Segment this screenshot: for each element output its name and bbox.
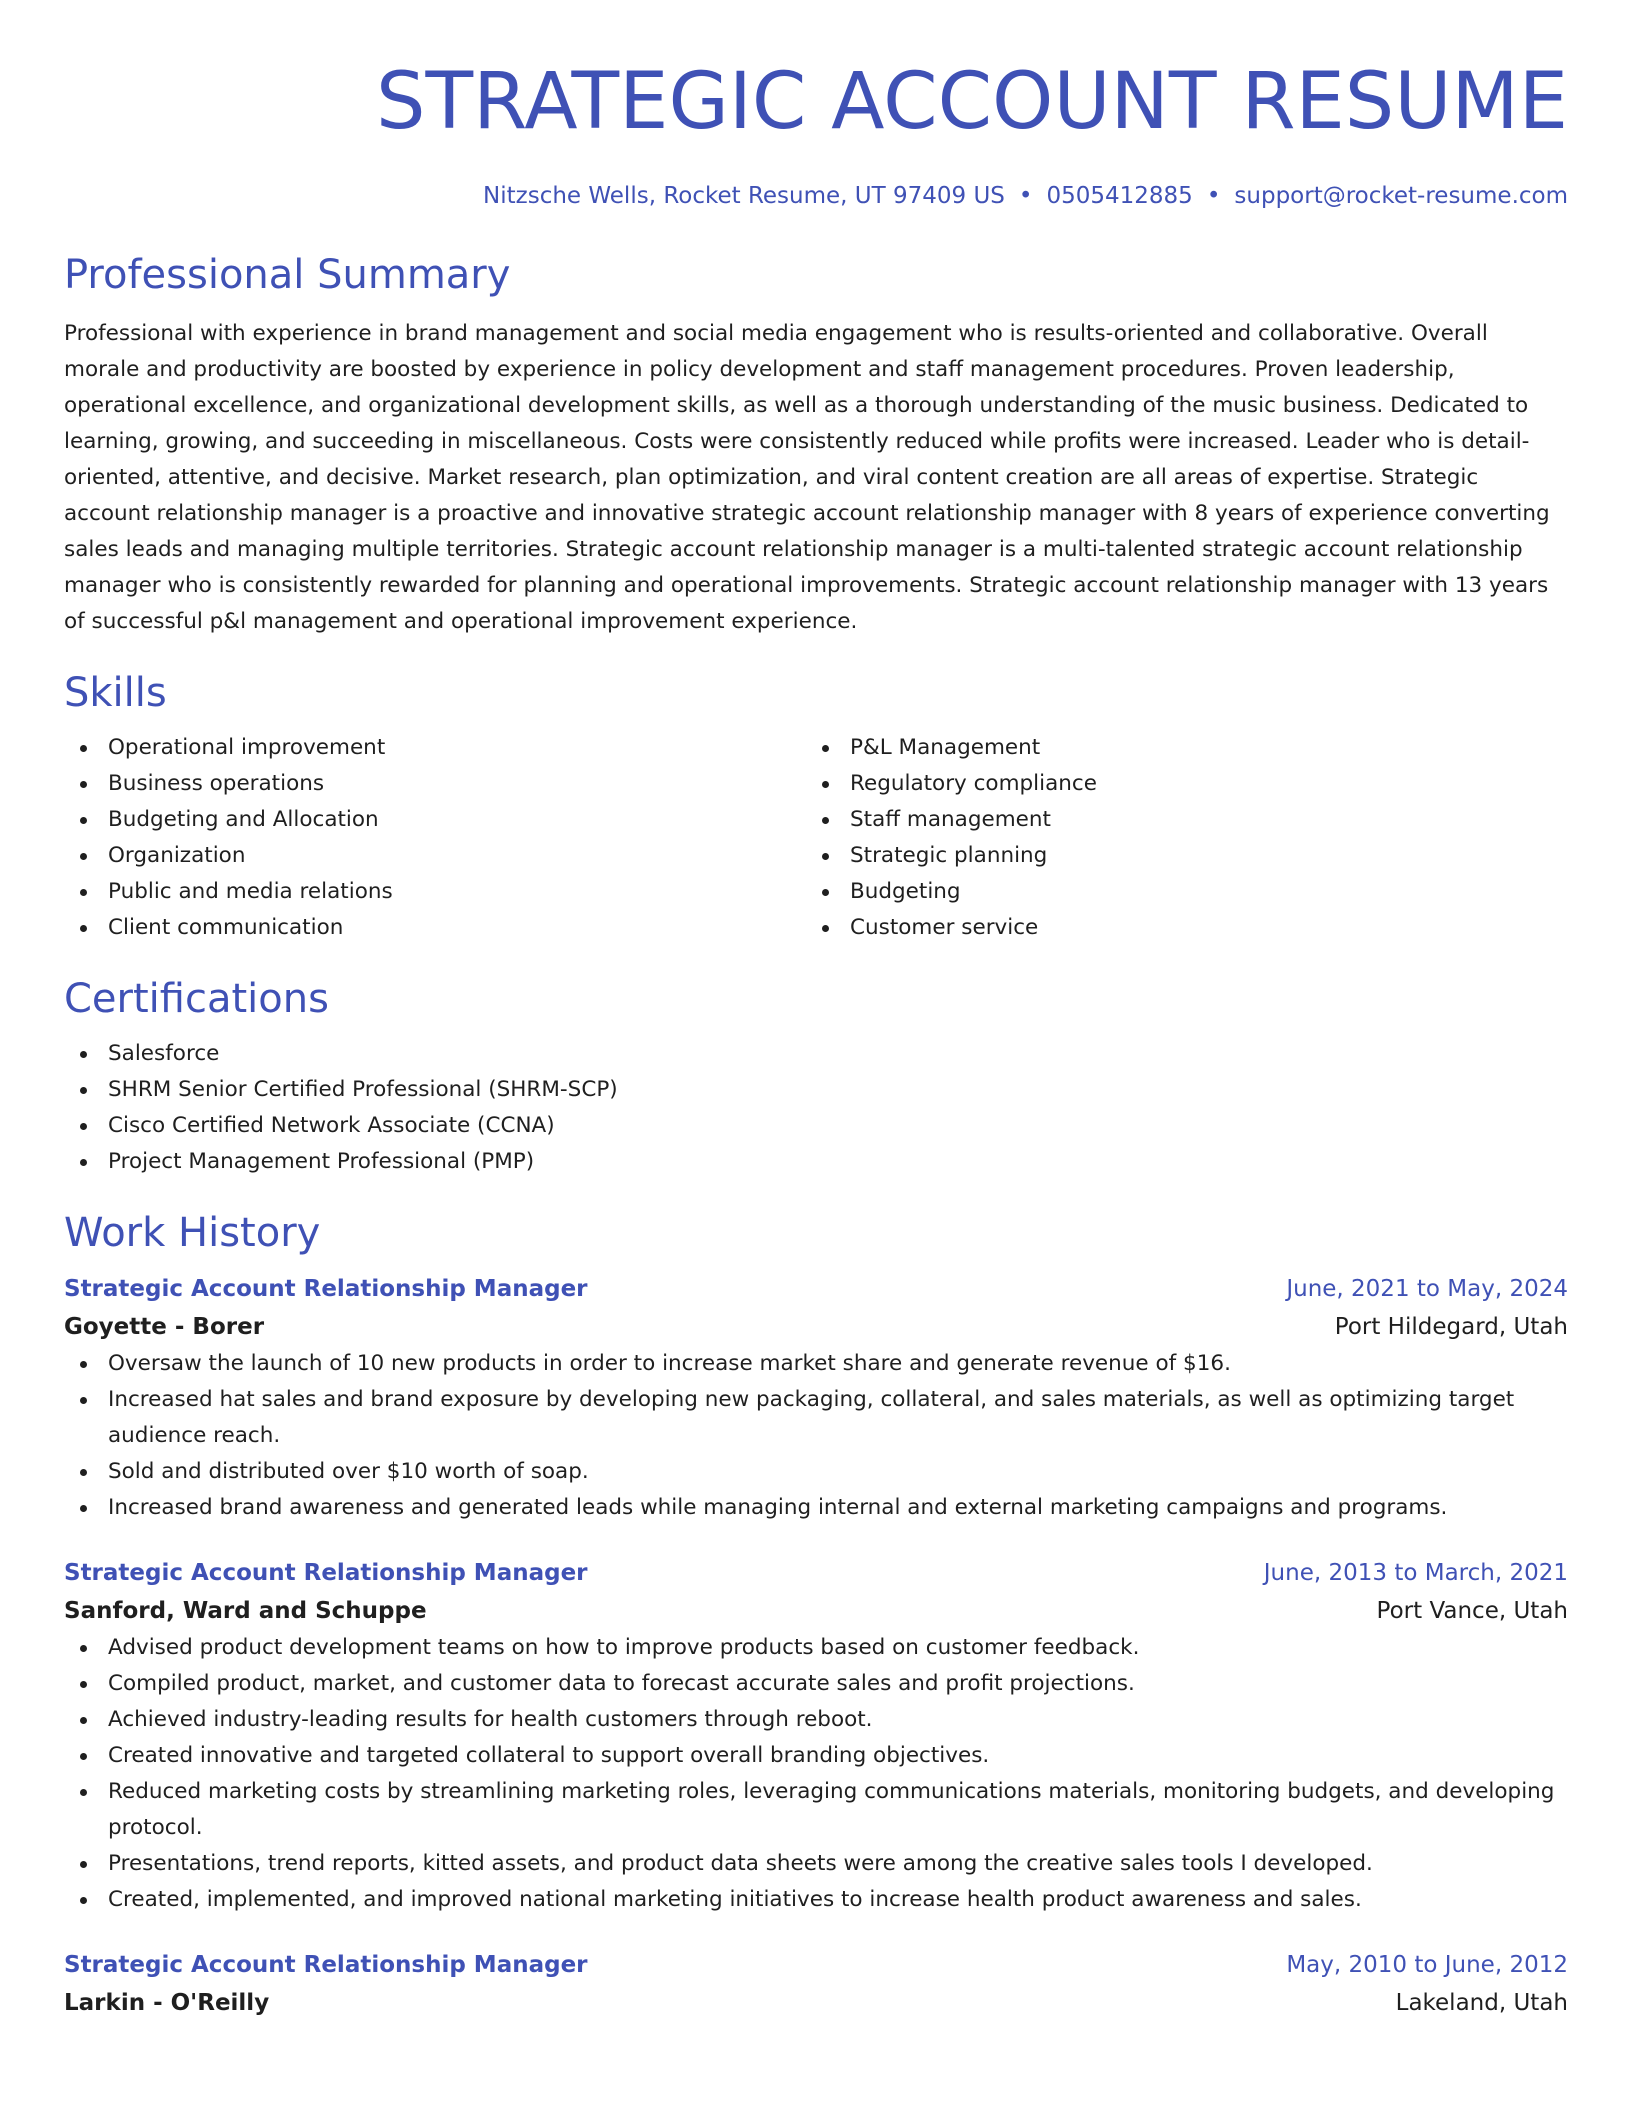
- job-bullet: Reduced marketing costs by streamlining marketing roles, leveraging communications materials, monitoring budgets, and developing protocol.: [64, 1774, 1568, 1846]
- job-location: Port Vance, Utah: [1376, 1598, 1568, 1624]
- certifications-list: [64, 1036, 1568, 1180]
- job-header-row: [64, 1946, 1568, 1984]
- job-bullets: [64, 1346, 1568, 1526]
- job-location: Lakeland, Utah: [1395, 1990, 1568, 2016]
- job-bullet: Increased hat sales and brand exposure by developing new packaging, collateral, and sales materials, as well as optimizing target audience reach.: [64, 1382, 1568, 1454]
- contact-address: Nitzsche Wells, Rocket Resume, UT 97409 US: [483, 183, 1005, 209]
- job-bullet: Created, implemented, and improved national marketing initiatives to increase health product awareness and sales.: [64, 1882, 1568, 1918]
- contact-separator: •: [1018, 183, 1033, 209]
- work-history-heading: Work History: [64, 1210, 321, 1256]
- skill-item: Customer service: [806, 910, 1548, 946]
- job-dates: June, 2013 to March, 2021: [1263, 1560, 1568, 1586]
- skill-item: Regulatory compliance: [806, 766, 1548, 802]
- skill-item: Budgeting: [806, 874, 1548, 910]
- job-entry: [64, 1946, 1568, 2022]
- contact-email[interactable]: support@rocket-resume.com: [1234, 183, 1568, 209]
- job-dates: June, 2021 to May, 2024: [1286, 1276, 1568, 1302]
- job-title: Strategic Account Relationship Manager: [64, 1276, 588, 1302]
- job-header-row: [64, 1554, 1568, 1592]
- job-company-row: [64, 1984, 1568, 2022]
- skill-item: Operational improvement: [64, 730, 806, 766]
- work-history-section: [64, 1206, 1568, 2022]
- job-entry: [64, 1554, 1568, 1918]
- job-bullet: Created innovative and targeted collateral to support overall branding objectives.: [64, 1738, 1568, 1774]
- skills-heading: Skills: [64, 670, 167, 716]
- job-company: Larkin - O'Reilly: [64, 1990, 270, 2016]
- resume-title: STRATEGIC ACCOUNT RESUME: [376, 57, 1568, 147]
- job-company: Sanford, Ward and Schuppe: [64, 1598, 427, 1624]
- job-title: Strategic Account Relationship Manager: [64, 1560, 588, 1586]
- skills-section: [64, 666, 1568, 946]
- skill-item: P&L Management: [806, 730, 1548, 766]
- skills-list-left: [64, 730, 806, 946]
- skill-item: Budgeting and Allocation: [64, 802, 806, 838]
- certification-item: SHRM Senior Certified Professional (SHRM-SCP): [64, 1072, 1568, 1108]
- summary-section: [64, 248, 1568, 640]
- job-bullet: Oversaw the launch of 10 new products in order to increase market share and generate revenue of $16.: [64, 1346, 1568, 1382]
- summary-heading: Professional Summary: [64, 252, 511, 298]
- job-dates: May, 2010 to June, 2012: [1286, 1952, 1568, 1978]
- contact-separator: •: [1206, 183, 1221, 209]
- job-entry: [64, 1270, 1568, 1526]
- job-company-row: [64, 1308, 1568, 1346]
- job-bullet: Sold and distributed over $10 worth of soap.: [64, 1454, 1568, 1490]
- contact-line: [64, 180, 1568, 212]
- skill-item: Business operations: [64, 766, 806, 802]
- job-location: Port Hildegard, Utah: [1334, 1314, 1568, 1340]
- skill-item: Client communication: [64, 910, 806, 946]
- job-company-row: [64, 1592, 1568, 1630]
- skill-item: Public and media relations: [64, 874, 806, 910]
- skills-grid: [64, 730, 1568, 946]
- job-company: Goyette - Borer: [64, 1314, 265, 1340]
- job-title: Strategic Account Relationship Manager: [64, 1952, 588, 1978]
- skill-item: Strategic planning: [806, 838, 1548, 874]
- certifications-heading: Certifications: [64, 976, 329, 1022]
- skill-item: Organization: [64, 838, 806, 874]
- job-bullet: Achieved industry-leading results for health customers through reboot.: [64, 1702, 1568, 1738]
- job-bullet: Increased brand awareness and generated leads while managing internal and external marketing campaigns and programs.: [64, 1490, 1568, 1526]
- skill-item: Staff management: [806, 802, 1548, 838]
- skills-list-right: [806, 730, 1548, 946]
- certification-item: Project Management Professional (PMP): [64, 1144, 1568, 1180]
- job-bullets: [64, 1630, 1568, 1918]
- job-header-row: [64, 1270, 1568, 1308]
- contact-phone[interactable]: 0505412885: [1046, 183, 1193, 209]
- certification-item: Cisco Certified Network Associate (CCNA): [64, 1108, 1568, 1144]
- summary-text: Professional with experience in brand management and social media engagement who is results-oriented and collaborative. Overall morale and productivity are boosted by experience in policy development and staff management procedures. Proven leadership, operational excellence, and organizational development skills, as well as a thorough understanding of the music business. Dedicated to learning, growing, and succeeding in miscellaneous. Costs were consistently reduced while profits were increased. Leader who is detail-oriented, attentive, and decisive. Market research, plan optimization, and viral content creation are all areas of expertise. Strategic account relationship manager is a proactive and innovative strategic account relationship manager with 8 years of experience converting sales leads and managing multiple territories. Strategic account relationship manager is a multi-talented strategic account relationship manager who is consistently rewarded for planning and operational improvements. Strategic account relationship manager with 13 years of successful p&l management and operational improvement experience.: [64, 321, 1550, 634]
- certification-item: Salesforce: [64, 1036, 1568, 1072]
- certifications-section: [64, 972, 1568, 1180]
- job-bullet: Compiled product, market, and customer data to forecast accurate sales and profit projections.: [64, 1666, 1568, 1702]
- job-bullet: Advised product development teams on how to improve products based on customer feedback.: [64, 1630, 1568, 1666]
- job-bullet: Presentations, trend reports, kitted assets, and product data sheets were among the creative sales tools I developed.: [64, 1846, 1568, 1882]
